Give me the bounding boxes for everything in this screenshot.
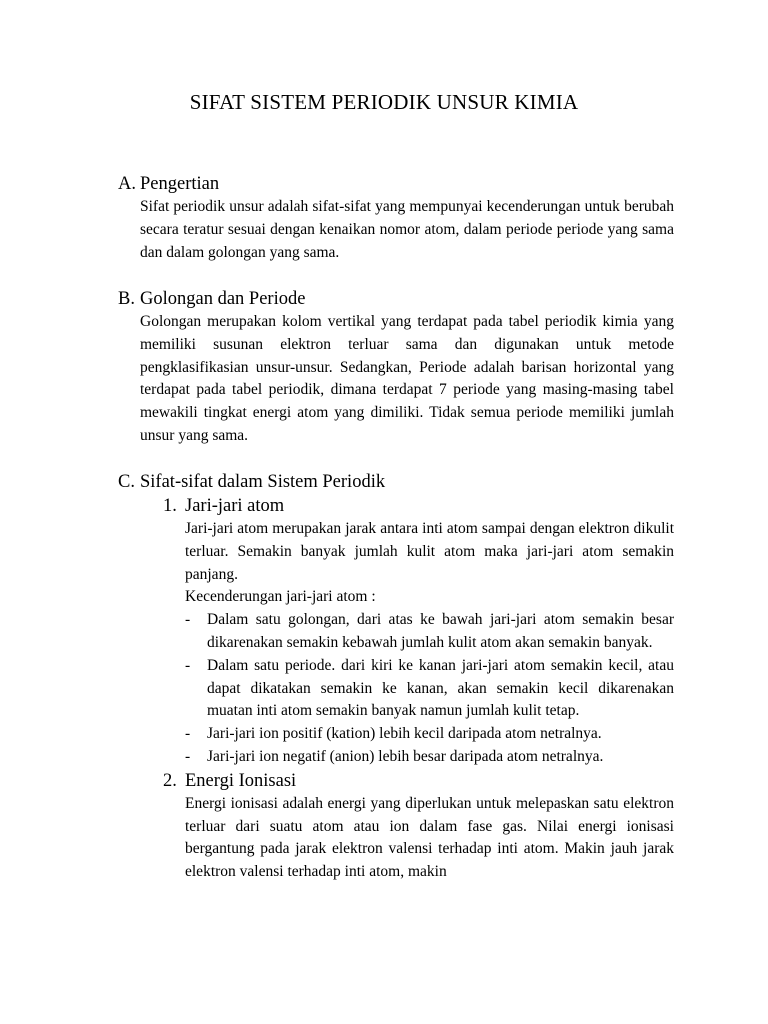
section-letter: C. [118, 472, 135, 492]
list-item [185, 655, 674, 723]
section-paragraph: Golongan merupakan kolom vertikal yang terdapat pada tabel periodik kimia yang memiliki susunan elektron terluar sama dan digunakan untuk metode pengklasifikasian unsur-unsur. Sedangkan, Periode adalah barisan horizontal yang terdapat pada tabel periodik, dimana terdapat 7 periode yang masing-masing tabel mewakili tingkat energi atom yang dimiliki. Tidak semua periode memiliki jumlah unsur yang sama. [140, 313, 674, 444]
trend-label: Kecenderungan jari-jari atom : [185, 588, 376, 606]
page-title: SIFAT SISTEM PERIODIK UNSUR KIMIA [189, 90, 579, 114]
section-heading [118, 287, 674, 311]
section-title: Sifat-sifat dalam Sistem Periodik [140, 472, 386, 492]
subsection-jari-jari-atom [163, 494, 674, 769]
subsection-number: 1. [163, 496, 177, 516]
subsection-energi-ionisasi [163, 769, 674, 884]
list-item [185, 746, 674, 769]
list-item-text: Jari-jari ion positif (kation) lebih kecil daripada atom netralnya. [207, 725, 602, 743]
subsection-heading [163, 769, 674, 793]
subsection-title: Energi Ionisasi [185, 770, 297, 791]
section-heading [118, 470, 674, 494]
list-item-text: Dalam satu golongan, dari atas ke bawah jari-jari atom semakin besar dikarenakan semakin kebawah jumlah kulit atom akan semakin banyak. [207, 611, 674, 651]
section-golongan-periode [118, 287, 674, 448]
subsection-paragraph: Jari-jari atom merupakan jarak antara inti atom sampai dengan elektron dikulit terluar. Semakin banyak jumlah kulit atom maka jari-jari atom semakin panjang. [185, 520, 674, 583]
section-letter: A. [118, 174, 136, 194]
list-item-text: Jari-jari ion negatif (anion) lebih besar daripada atom netralnya. [207, 747, 604, 765]
section-sifat-sifat [118, 470, 674, 884]
dash-bullet: - [185, 725, 191, 743]
section-heading [118, 172, 674, 196]
subsection-heading [163, 494, 674, 518]
trend-list [185, 609, 674, 769]
subsection-body [185, 793, 674, 884]
section-pengertian [118, 172, 674, 264]
section-title: Golongan dan Periode [140, 289, 306, 309]
subsection-body [185, 518, 674, 769]
dash-bullet: - [185, 611, 191, 629]
dash-bullet: - [185, 747, 191, 765]
section-paragraph: Sifat periodik unsur adalah sifat-sifat yang mempunyai kecenderungan untuk berubah secara teratur sesuai dengan kenaikan nomor atom, dalam periode periode yang sama dan dalam golongan yang sama. [140, 198, 674, 261]
section-letter: B. [118, 289, 135, 309]
list-item-text: Dalam satu periode. dari kiri ke kanan jari-jari atom semakin kecil, atau dapat dikatakan semakin ke kanan, akan semakin kecil dikarenakan muatan inti atom semakin banyak namun jumlah kulit tetap. [207, 656, 674, 720]
subsection-number: 2. [163, 770, 177, 791]
subsection-title: Jari-jari atom [185, 496, 285, 516]
subsection-paragraph: Energi ionisasi adalah energi yang diperlukan untuk melepaskan satu elektron terluar dari suatu atom atau ion dalam fase gas. Nilai energi ionisasi bergantung pada jarak elektron valensi terhadap inti atom. Makin jauh jarak elektron valensi terhadap inti atom, makin [185, 794, 674, 881]
list-item [185, 723, 674, 746]
dash-bullet: - [185, 656, 191, 674]
list-item [185, 609, 674, 655]
section-title: Pengertian [140, 174, 220, 194]
